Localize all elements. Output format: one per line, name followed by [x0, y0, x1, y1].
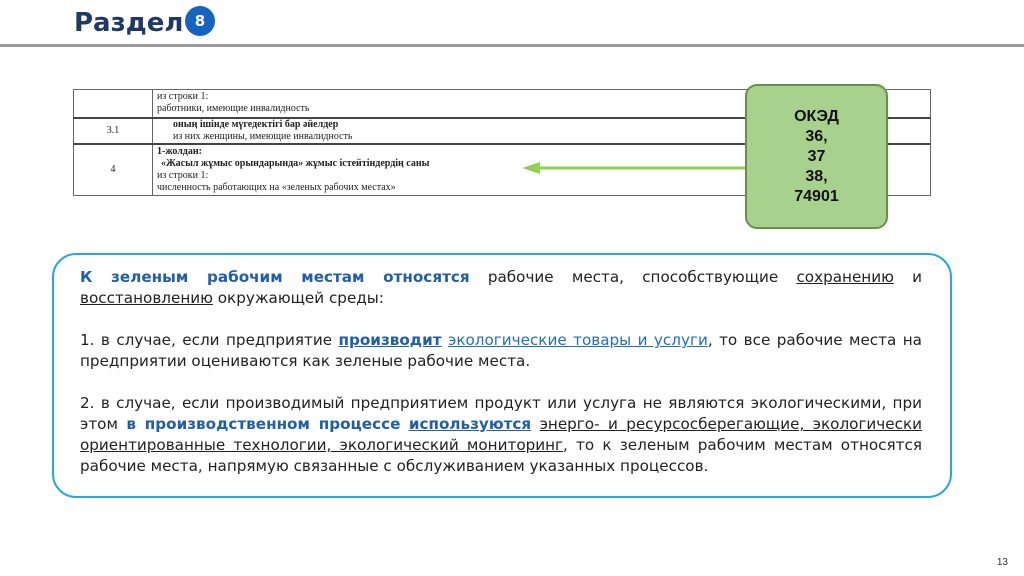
text-span: и	[893, 268, 922, 286]
okved-code: 38,	[805, 167, 828, 185]
okved-code: 74901	[794, 187, 839, 205]
table-line: 1-жолдан:	[157, 145, 202, 157]
table-line: «Жасыл жұмыс орындарында» жұмыс істейтіндердің саны	[161, 157, 430, 169]
text-span: , то к зеленым рабочим местам относятся рабочие места, напрямую связанные с обслуживанием указанных процессов.	[80, 436, 922, 475]
underlined-term: сохранению	[796, 268, 894, 286]
table-row-num: 4	[74, 144, 153, 196]
okved-label: ОКЭД	[794, 107, 839, 125]
text-span: , то все рабочие места на предприятии оцениваются как зеленые рабочие места.	[80, 331, 922, 370]
okved-code: 37	[807, 147, 826, 165]
table-row-num: 3.1	[74, 118, 153, 144]
emphasis-term: в производственном процессе	[126, 415, 401, 433]
page-title: Раздел	[74, 8, 184, 38]
table-line: из строки 1:	[157, 91, 209, 103]
header-divider	[0, 44, 1024, 47]
emphasis-term: используются	[408, 415, 532, 433]
green-jobs-info-card	[52, 253, 952, 498]
green-arrow-icon	[520, 160, 750, 176]
eco-goods-link[interactable]: экологические товары и услуги	[447, 331, 708, 349]
definition-lead: К зеленым рабочим местам относятся	[80, 268, 470, 286]
table-line: из них женщины, имеющие инвалидность	[173, 130, 353, 142]
emphasis-term: производит	[338, 331, 442, 349]
text-span	[400, 415, 408, 433]
okved-code: 36,	[805, 127, 828, 145]
underlined-term: восстановлению	[80, 289, 213, 307]
case-2-paragraph	[80, 393, 922, 477]
text-span: 2. в случае, если производимый предприятием продукт или услуга не являются экологическими, при этом	[80, 394, 922, 433]
okved-codes-box	[745, 84, 888, 229]
table-line: оның ішінде мүгедектігі бар әйелдер	[173, 118, 339, 130]
text-span: 1. в случае, если предприятие	[80, 331, 339, 349]
table-line: численность работающих на «зеленых рабочих местах»	[157, 181, 396, 193]
section-number-badge: 8	[185, 6, 215, 36]
page-number: 13	[996, 557, 1008, 568]
text-span: рабочие места, способствующие	[469, 268, 797, 286]
table-row-num	[74, 90, 153, 118]
text-span	[531, 415, 539, 433]
underlined-term: энерго- и ресурсосберегающие, экологически ориентированные технологии, экологический мониторинг	[80, 415, 923, 454]
table-line: работники, имеющие инвалидность	[157, 103, 310, 115]
text-span: окружающей среды:	[212, 289, 384, 307]
table-line: из строки 1:	[157, 169, 209, 181]
definition-paragraph	[80, 267, 922, 309]
case-1-paragraph	[80, 330, 922, 372]
